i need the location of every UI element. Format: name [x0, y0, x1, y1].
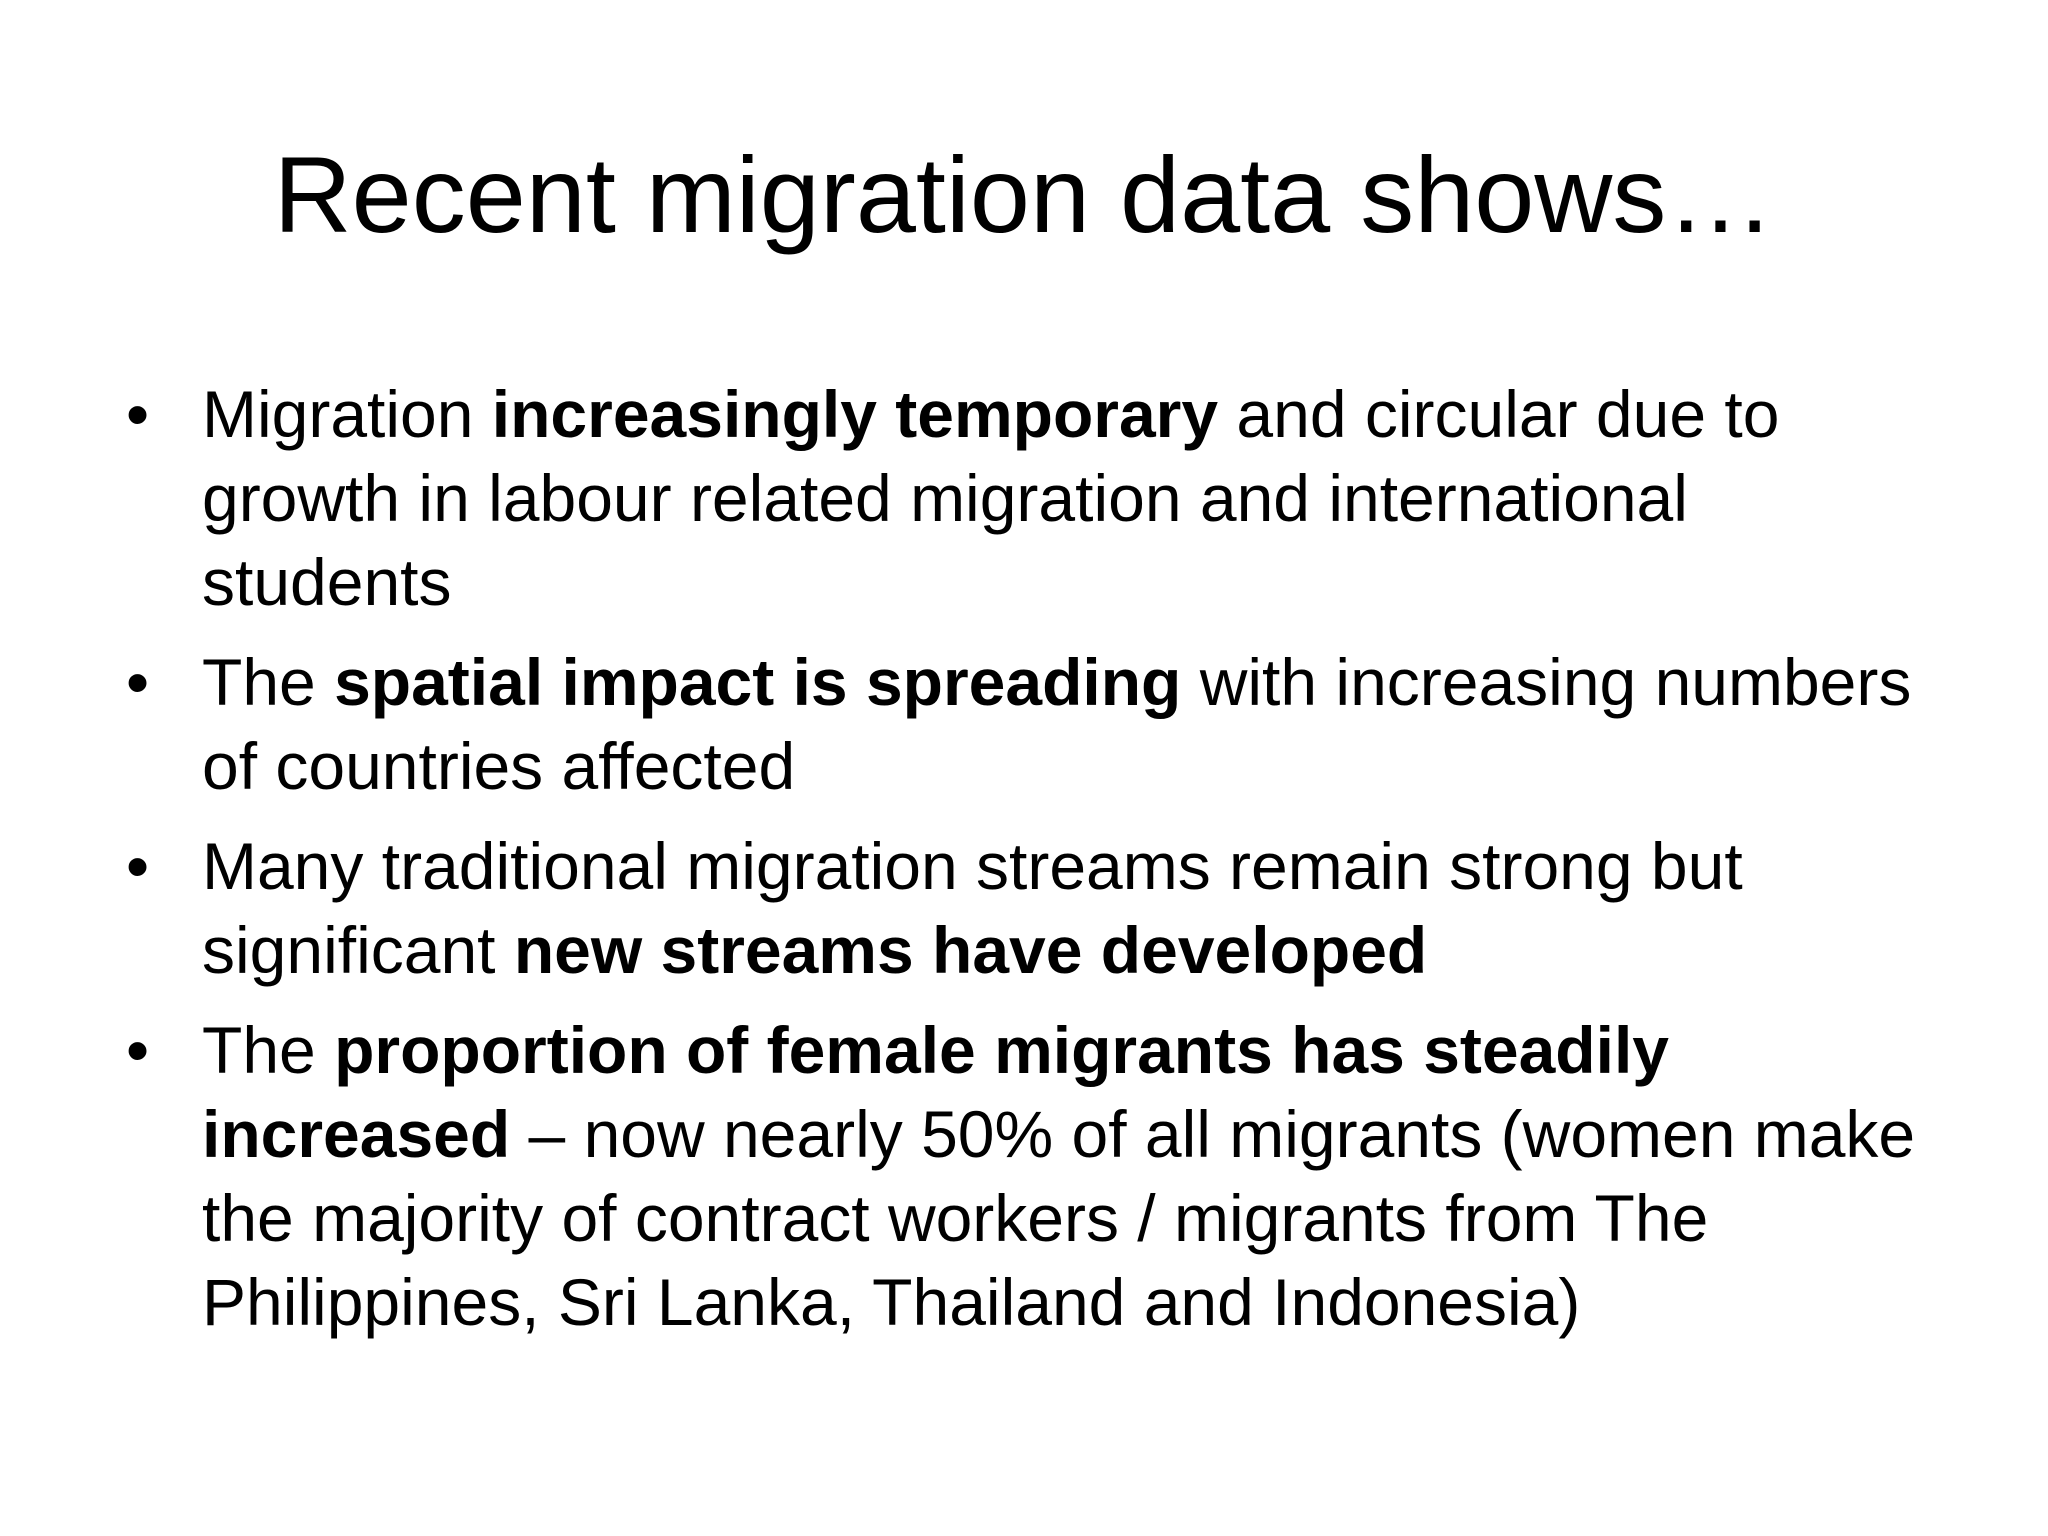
bullet-text-part: Many traditional migration streams remain strong but significant — [202, 829, 1743, 987]
bullet-emphasis: new streams have developed — [513, 913, 1428, 987]
bullet-item — [120, 640, 1940, 808]
bullet-emphasis: spatial impact is spreading — [334, 645, 1182, 719]
bullet-text-part: The — [202, 645, 335, 719]
bullet-item — [120, 372, 1940, 624]
bullet-emphasis: proportion of female migrants has steadily increased — [202, 1013, 1669, 1171]
bullet-dot-icon: • — [126, 1013, 150, 1087]
bullet-dot-icon: • — [126, 829, 150, 903]
slide-title: Recent migration data shows… — [273, 134, 1775, 255]
bullet-text-part: – now nearly 50% of all migrants (women make the majority of contract workers / migrants from The Philippines, Sri Lanka, Thailand and Indonesia) — [202, 1097, 1916, 1339]
bullet-emphasis: increasingly temporary — [491, 377, 1219, 451]
bullet-list — [120, 372, 1940, 1360]
bullet-dot-icon: • — [126, 377, 150, 451]
bullet-dot-icon: • — [126, 645, 150, 719]
bullet-text-part: The — [202, 1013, 335, 1087]
bullet-text-part: and circular due to growth in labour related migration and international students — [202, 377, 1780, 619]
bullet-item — [120, 824, 1940, 992]
bullet-text-part: Migration — [202, 377, 492, 451]
bullet-text-part: with increasing numbers of countries affected — [202, 645, 1912, 803]
bullet-item — [120, 1008, 1940, 1344]
